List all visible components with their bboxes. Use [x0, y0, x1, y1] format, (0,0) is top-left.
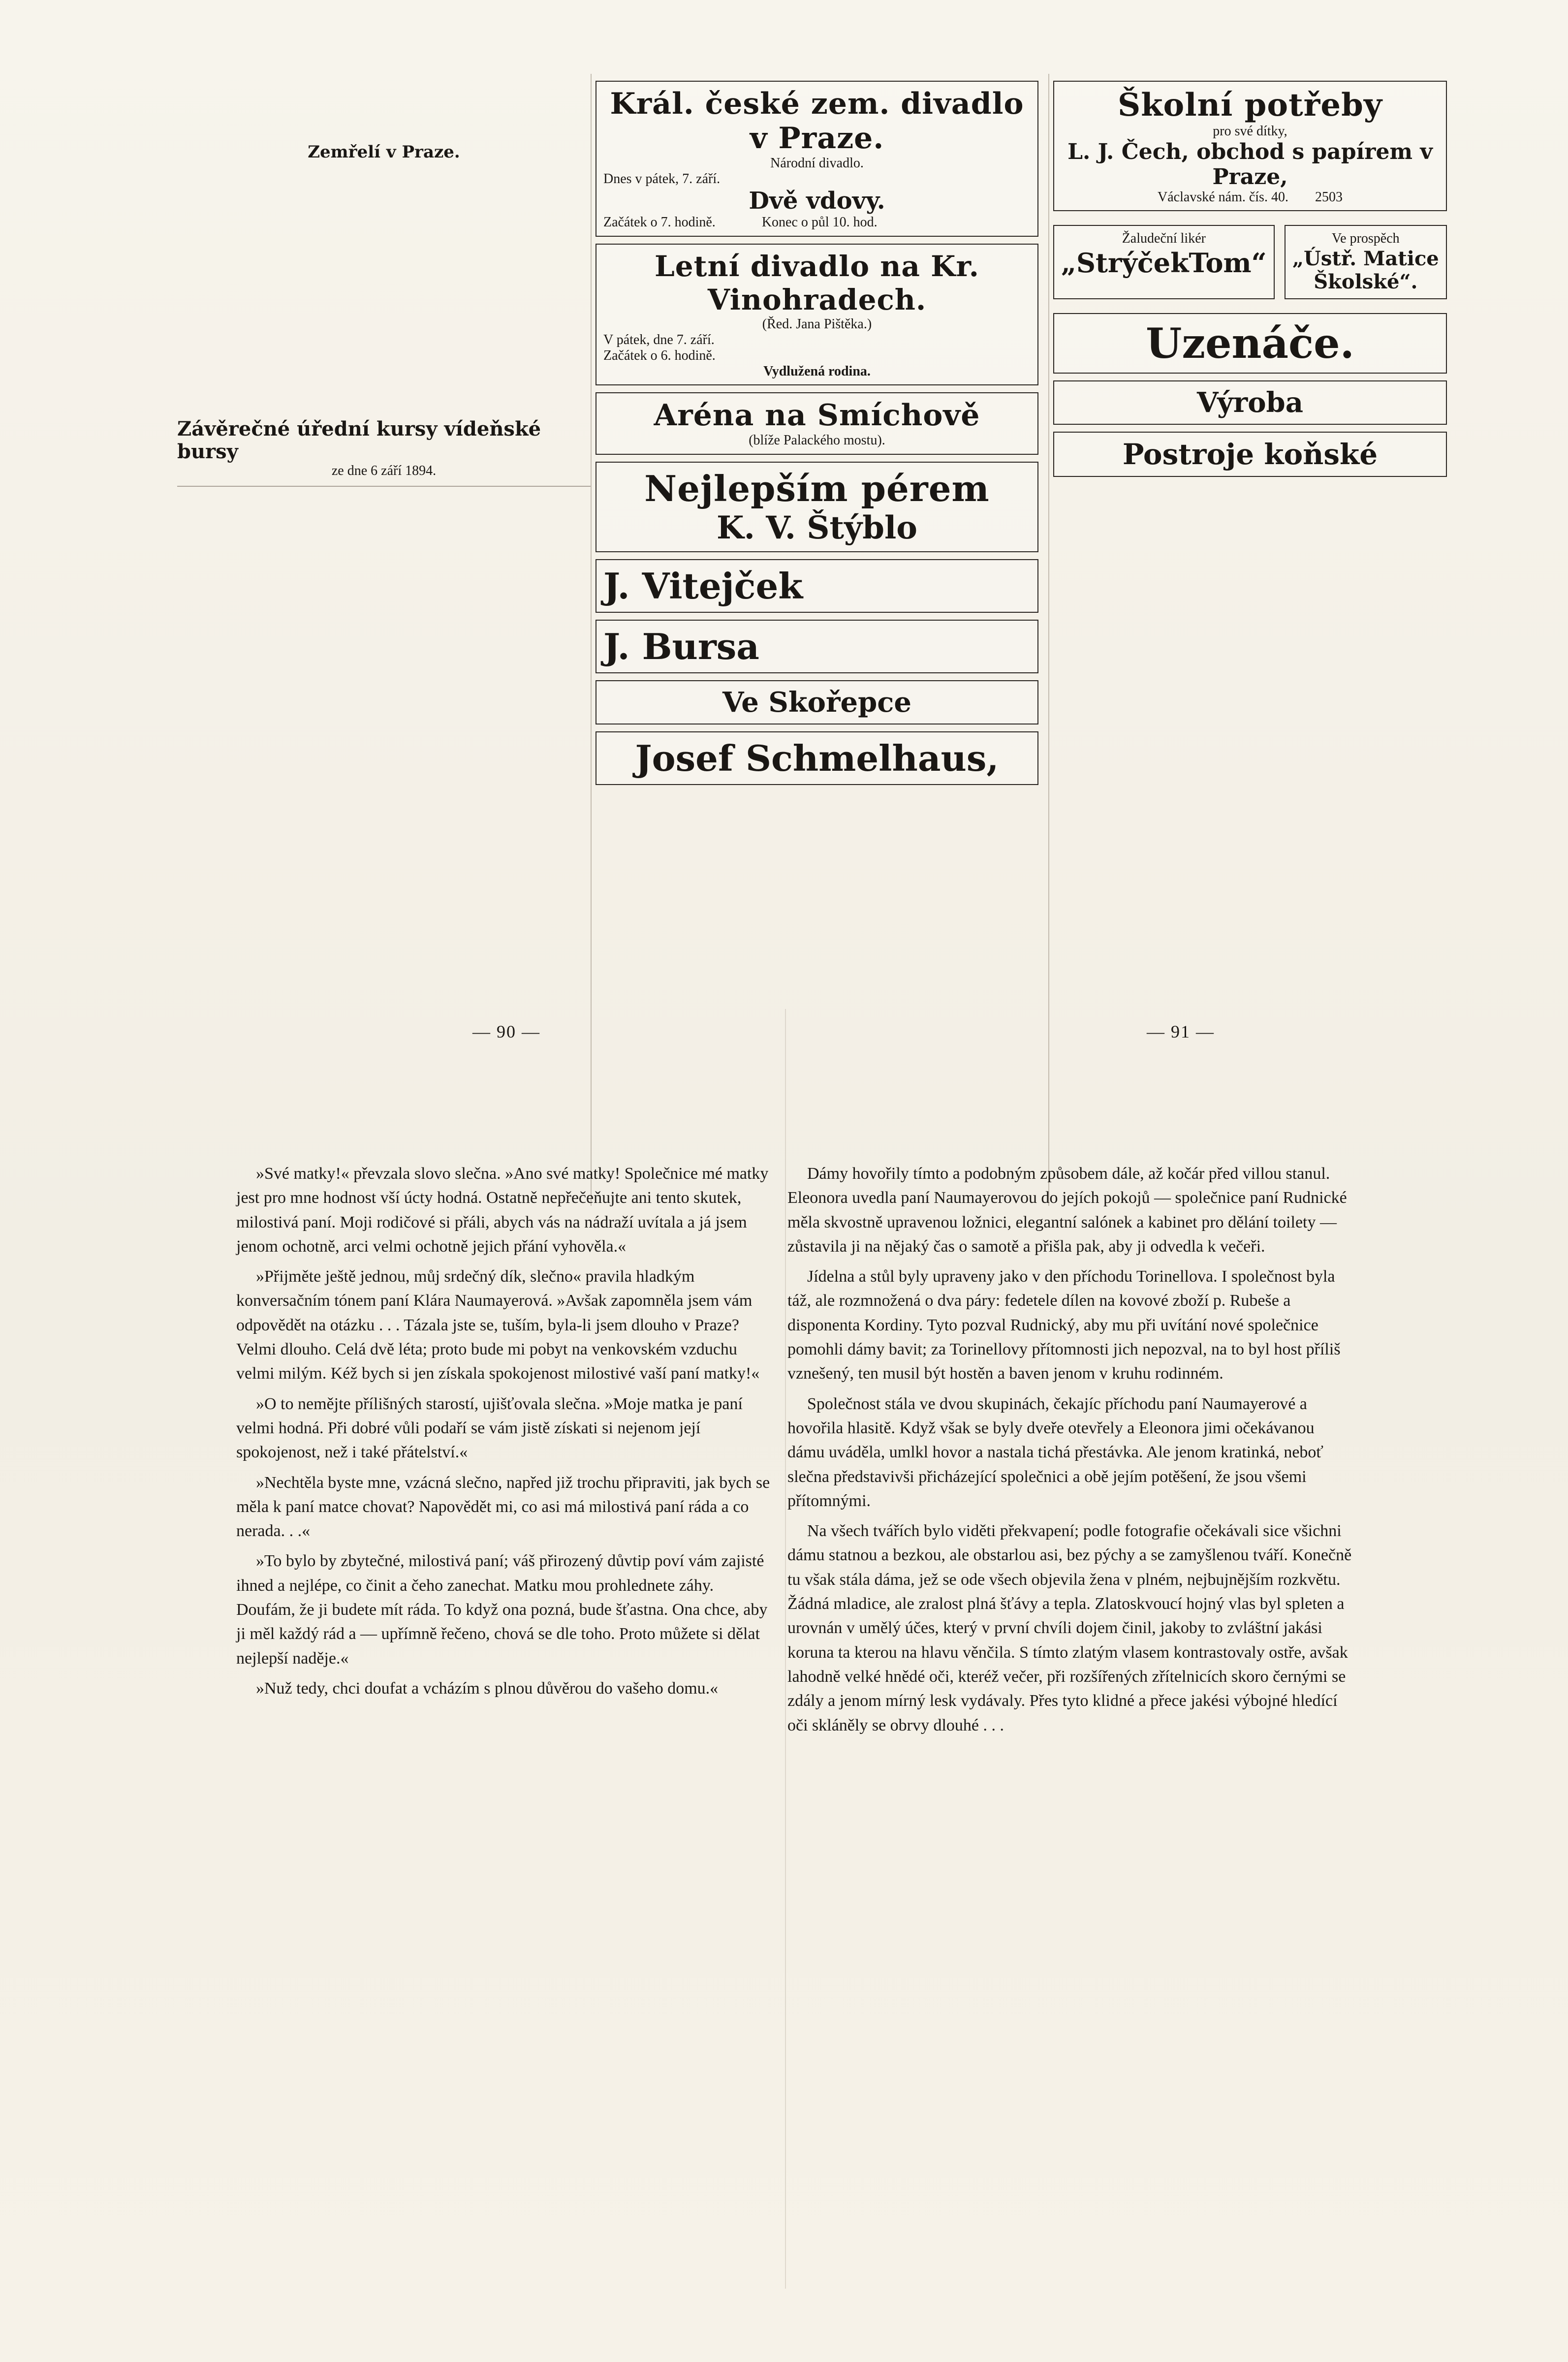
paragraph: Společnost stála ve dvou skupinách, čekajíc příchodu paní Naumayerové a hovořila hlasitě. Když však se byly dveře otevřely a Eleonora jimi očekávanou dámu uváděla, umlkl hovor a nastala tichá přestávka. Ale jenom kratinká, neboť slečna představivši přicházející společnici a obě jejím potěšení, že jsou všemi přítomnými. — [787, 1394, 1328, 1510]
skorepka-ad — [596, 680, 1038, 724]
arena-title: Aréna na Smíchově — [654, 398, 980, 433]
summer-theater-start: Začátek o 6. hodině. — [603, 347, 716, 363]
bursa-title: J. Bursa — [603, 625, 759, 667]
school-addr — [1061, 189, 1439, 205]
theater-title: Král. české zem. divadlo v Praze. — [610, 87, 1024, 156]
paragraph: »Své matky!« převzala slovo slečna. »Ano své matky! Společnice mé matky jest pro mne hodnost vší úcty hodná. Ostatně nepřečeňujte ani tento skutek, milostivá paní. Moji rodičové si přáli, abych vás na nádraží uvítala a já jsem jenom ochotně, arci velmi ochotně jejich přání vyhověla.« — [236, 1165, 773, 1256]
book-crease — [785, 1009, 786, 2289]
paragraph: Jídelna a stůl byly upraveny jako v den příchodu Torinellova. I společnost byla táž, ale rozmnožená o dva páry: fedetele dílen na kovové zboží p. Rubeše a disponenta Kordiny. Tyto pozval Rudnický, aby mu při uvítání nové společnice pomohli dámy bavit; za Torinellovy přítomnosti jich nepozval, na to byl host příliš vznešený, ten musil být hostěn a baven jenom v kruhu rodinném. — [787, 1267, 1345, 1383]
skorepka-title: Ve Skořepce — [722, 686, 912, 719]
schmelhaus-title: Josef Schmelhaus, — [635, 737, 999, 779]
postroje-ad — [1053, 432, 1447, 477]
exchange-heading: Závěrečné úřední kursy vídeňské bursy — [177, 417, 541, 464]
arena-sub: (blíže Palackého mostu). — [749, 433, 885, 448]
liquor-title: Žaludeční likér — [1122, 231, 1206, 247]
paragraph: Dámy hovořily tímto a podobným způsobem dále, až kočár před villou stanul. Eleonora uvedla paní Naumayerovou do jejích pokojů — společnice paní Rudnické měla skvostně upravenou ložnici, elegantní salónek a kabinet pro dělání toilety — zůstavila ji na nějaký čas o samotě a přišla pak, aby ji odvedla k večeři. — [787, 1165, 1351, 1256]
theater-ad — [596, 81, 1038, 237]
uzenace-ad — [1053, 313, 1447, 374]
divider — [177, 486, 591, 487]
middle-column — [596, 74, 1038, 960]
summer-theater-show: Vydlužená rodina. — [763, 364, 871, 379]
vyroba-ad — [1053, 380, 1447, 425]
school-title: Školní potřeby — [1117, 87, 1383, 124]
pen-ad-brand: K. V. Štýblo — [717, 509, 917, 546]
page-number-right: — 91 — — [1147, 1022, 1215, 1041]
pen-ad-title: Nejlepším pérem — [644, 467, 990, 509]
paragraph: »To bylo by zbytečné, milostivá paní; váš přirozený důvtip poví vám zajisté ihned a nejlépe, co činit a čeho zanechat. Matku mou prohlednete záhy. Doufám, že ji budete mít ráda. To když ona pozná, bude šťastna. Ona chce, aby ji měl každý rád a — upřímně řečeno, chová se dle toho. Proto můžete si dělat nejlepší naděje.« — [236, 1552, 772, 1668]
bottom-right-text — [787, 1162, 1356, 2343]
paragraph: »Přijměte ještě jednou, můj srdečný dík, slečno« pravila hladkým konversačním tónem paní Klára Naumayerová. »Avšak zapomněla jsem vám odpovědět na otázku . . . Tázala jste se, tuším, byla-li jsem dlouho v Praze? Velmi dlouho. Celá dvě léta; proto bude mi pobyt na venkovském vzduchu velmi milým. Kéž bych si jen získala spokojenost milostivé vaší paní matky!« — [236, 1267, 760, 1383]
liquor-ad — [1053, 225, 1275, 299]
pen-ad — [596, 462, 1038, 552]
deaths-heading: Zemřelí v Praze. — [308, 142, 460, 162]
two-col-ads — [1053, 218, 1447, 306]
paragraph: Na všech tvářích bylo viděti překvapení; podle fotografie očekávali sice všichni dámu statnou a bezkou, ale obstarlou asi, bez pýchy a se zamyšlenou tváří. Konečně tu však stála dáma, jež se ode všech objevila žena v plném, nejbujnějším rozkvětu. Žádná mladice, ale zralost plná šťávy a tepla. Zlatoskvoucí hojný vlas byl spleten a urovnán v umělý účes, který v první chvíli dojem činil, jakoby to zvláštní jakási koruna ta kterou na hlavu věnčila. S tímto zlatým vlasem kontrastovaly ostře, avšak lahodně velké hnědé oči, kteréž večer, při rozšířených zřítelnicích skoro černými se zdály a jenom mírný lesk vydávaly. Přes tyto klidné a přece jakési výbojné hledící oči skláněly se obrvy dlouhé . . . — [787, 1522, 1356, 1734]
bottom-left-text — [236, 1162, 773, 2343]
summer-theater-date: V pátek, dne 7. září. — [603, 332, 715, 347]
matice-brand: „Ústř. Matice Školské“. — [1292, 247, 1439, 293]
paragraph: »O to nemějte přílišných starostí, ujišťovala slečna. »Moje matka je paní velmi hodná. Při dobré vůli podaří se vám jistě získati si nejenom její spokojenost, než i také přátelství.« — [236, 1394, 747, 1462]
column-rule — [591, 74, 592, 1206]
exchange-subheading: ze dne 6 září 1894. — [331, 463, 437, 479]
school-ad — [1053, 81, 1447, 211]
summer-theater-ad — [596, 244, 1038, 386]
theater-start: Začátek o 7. hodině. — [603, 215, 716, 230]
paragraph: »Nuž tedy, chci doufat a vcházím s plnou důvěrou do vašeho domu.« — [256, 1679, 719, 1698]
theater-times — [603, 215, 1031, 230]
paragraph: »Nechtěla byste mne, vzácná slečno, napřed již trochu připraviti, jak bych se měla k paní matce chovat? Napovědět mi, co asi má milostivá paní ráda a co nerada. . .« — [236, 1473, 774, 1541]
column-rule — [1048, 74, 1049, 1206]
matice-ad — [1285, 225, 1447, 299]
exchange-block — [177, 418, 591, 487]
right-column — [1053, 74, 1447, 1157]
theater-show: Dvě vdovy. — [749, 187, 885, 215]
theater-subtitle: Národní divadlo. — [770, 156, 864, 171]
theater-end: Konec o půl 10. hod. — [761, 215, 878, 230]
summer-theater-title: Letní divadlo na Kr. Vinohradech. — [655, 249, 979, 316]
liquor-brand: „StrýčekTom“ — [1061, 247, 1267, 279]
vitejcek-ad — [596, 559, 1038, 613]
left-column — [177, 74, 591, 812]
school-shop: L. J. Čech, obchod s papírem v Praze, — [1067, 139, 1433, 190]
vitejcek-title: J. Vitejček — [603, 565, 803, 607]
uzenace-title: Uzenáče. — [1146, 318, 1354, 368]
matice-title: Ve prospěch — [1332, 231, 1400, 247]
theater-date: Dnes v pátek, 7. září. — [603, 171, 721, 187]
postroje-title: Postroje koňské — [1122, 437, 1378, 471]
arena-ad — [596, 392, 1038, 454]
vyroba-title: Výroba — [1196, 386, 1303, 419]
summer-theater-sub: (Řed. Jana Pištěka.) — [762, 316, 872, 332]
schmelhaus-ad — [596, 731, 1038, 785]
bursa-ad — [596, 620, 1038, 673]
school-address: Václavské nám. čís. 40. — [1158, 189, 1288, 205]
page-number-left: — 90 — — [472, 1022, 540, 1041]
school-ref: 2503 — [1315, 189, 1343, 205]
school-sub: pro své dítky, — [1213, 124, 1287, 139]
top-section — [0, 0, 1568, 1053]
